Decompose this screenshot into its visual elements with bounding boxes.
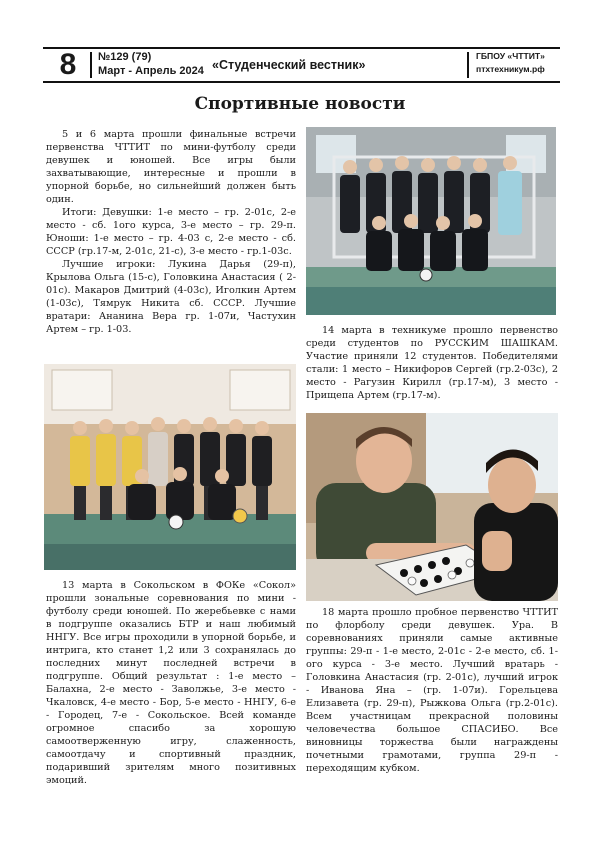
org-info (476, 50, 545, 76)
issue-date: Март - Апрель 2024 (98, 65, 204, 77)
article-zonal (46, 579, 296, 787)
boys-team-photo (306, 127, 556, 315)
issue-number: №129 (79) (98, 51, 152, 63)
article-paragraph: Лучшие игроки: Лукина Дарья (29-п), Крылова Ольга (15-с), Головкина Анастасия ( 2-01с). Макаров Дмитрий (4-03с), Иголкин Артем (1-03с), Тямрук Никита сб. СССР. Лучшие вратари: Ананина Вера гр. 1-07и, Частухин Артем – гр. 1-03. (46, 259, 296, 335)
article-paragraph: Итоги: Девушки: 1-е место – гр. 2-01с, 2-е место - сб. 1ого курса, 3-е место – гр. 29-п. Юноши: 1-е место – гр. 4-03 с, 2-е место - сб. СССР (гр.17-м, 2-01с, 21-с), 3-е место - гр.1-03с. (46, 207, 296, 257)
masthead-title: «Студенческий вестник» (212, 58, 366, 72)
header-divider (467, 52, 469, 78)
article-futsal (46, 128, 296, 336)
header-divider (90, 52, 92, 78)
org-website: птхтехникум.рф (476, 64, 545, 74)
org-name: ГБПОУ «ЧТТИТ» (476, 51, 545, 61)
girls-team-photo (44, 364, 296, 570)
article-paragraph: 18 марта прошло пробное первенство ЧТТИТ по флорболу среди девушек. Ура. В соревнованиях приняли самые активные группы: 29-п - 1-е место, 2-01с - 2-е место, сб. 1-ого курса - 3-е место. Лучший вратарь - Головкина Анастасия (гр. 2-01с), лучший игрок - Иванова Яна – (гр. 1-07и). Горельцева Елизавета (гр. 29-п), Рыжкова Ольга (гр.2-01с). Всем участницам прекрасной половины человечества большое СПАСИБО. Все виновницы торжества были награждены почетными грамотами, группа 29-п - переходящим кубком. (306, 607, 558, 774)
article-paragraph: 14 марта в техникуме прошло первенство среди студентов по РУССКИМ ШАШКАМ. Участие приняли 12 студентов. Победителями стали: 1 место – Никифоров Сергей (гр.2-03с), 2 место - Рагузин Кирилл (гр.17-м), 3 место - Прищепа Артем (гр.17-м). (306, 325, 558, 401)
header-rule-top (43, 47, 560, 49)
article-paragraph: 5 и 6 марта прошли финальные встречи первенства ЧТТИТ по мини-футболу среди девушек и юношей. Все игры были захватывающие, интересные и прошли в упорной борьбе, но сильнейший должен быть один. (46, 129, 296, 205)
issue-info (98, 50, 204, 78)
checkers-game-photo (306, 413, 558, 601)
header-rule-bottom (43, 81, 560, 83)
article-checkers (306, 324, 558, 402)
section-title: Спортивные новости (194, 94, 406, 114)
page-number: 8 (59, 48, 77, 81)
article-paragraph: 13 марта в Сокольском в ФОКе «Сокол» прошли зональные соревнования по мини - футболу среди юношей. По жеребьевке с нами в подгруппе оказались БТР и наш любимый ННГУ. Все игры проходили в упорной борьбе, и интрига, кто станет 1,2 или 3 сохранялась до последних минут последней встречи в подгруппе. Общий результат : 1-е место – Балахна, 2-е место - Заволжье, 3-е место - Чкаловск, 4-е место - Бор, 5-е место - ННГУ, 6-е - Городец, 7-е - Сокольское. Всей команде огромное спасибо за хорошую самоотверженную игру, слаженность, самоотдачу и спортивный праздник, подаривший зрителям много позитивных эмоций. (46, 580, 296, 786)
article-floorball (306, 606, 558, 775)
